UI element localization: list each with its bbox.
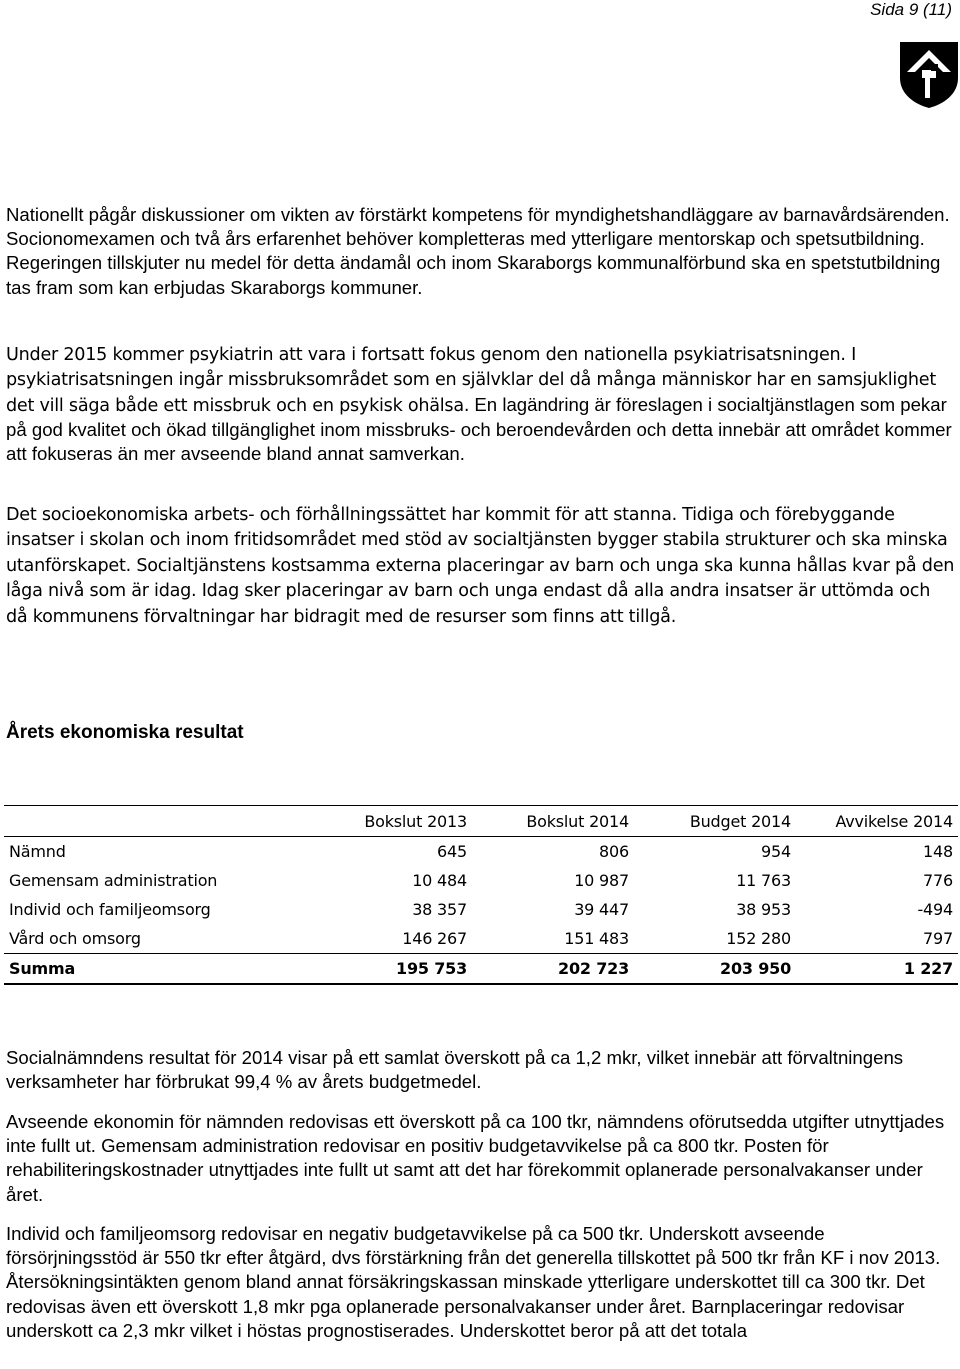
row-label: Individ och familjeomsorg [9, 900, 211, 919]
table-cell: 776 [923, 871, 953, 890]
row-label: Vård och omsorg [9, 929, 141, 948]
column-header: Budget 2014 [634, 806, 796, 837]
column-header: Avvikelse 2014 [796, 806, 958, 837]
column-header [4, 806, 310, 837]
socioekonomi-text-part2: Tidiga och förebyggande insatser i skolan och inom fritidsområdet med stöd av socialtjänsten bygger stabila strukturer och ska minska utanförskapet. Socialtjänstens kostsamma externa placeringar av barn och unga ska kunna hållas kvar på den låga nivå som är idag. Idag sker placeringar av barn och unga endast då alla andra insatser är uttömda och då kommunens förvaltningar har bidragit med de resurser som finns att tillgå. [6, 505, 955, 627]
column-header: Bokslut 2013 [310, 806, 472, 837]
table-row [4, 895, 958, 924]
column-header: Bokslut 2014 [472, 806, 634, 837]
economic-results-table [4, 805, 958, 985]
individ-familj-paragraph: Individ och familjeomsorg redovisar en negativ budgetavvikelse på ca 500 tkr. Underskott avseende försörjningsstöd är 550 tkr efter åtgärd, dvs förstärkning från det generella tillskottet på 500 tkr från KF i nov 2013. Återsökningsintäkten genom bland annat försäkringskassan minskade ytterligare underskottet till ca 300 tkr. Det redovisas även ett överskott 1,8 mkr pga oplanerade personalvakanser under året. Barnplaceringar redovisar underskott ca 2,3 mkr vilket i höstas prognostiserades. Underskottet beror på att det totala [6, 1223, 941, 1341]
total-cell: 195 753 [310, 954, 472, 985]
total-label: Summa [4, 954, 310, 985]
table-cell: 11 763 [736, 871, 791, 890]
row-label: Gemensam administration [9, 871, 218, 890]
table-cell: 38 953 [736, 900, 791, 919]
table-cell: 152 280 [726, 929, 791, 948]
page-number: Sida 9 (11) [870, 0, 952, 19]
table-cell: -494 [917, 900, 953, 919]
table-cell: 10 484 [412, 871, 467, 890]
psykiatri-text-part1: Under 2015 kommer psykiatrin att vara i fortsatt fokus genom den nationella psykiatrisatsningen. I psykiatrisatsningen ingår missbruksområdet som en självklar del då många människor har en samsjuklighet det vill säga både ett missbruk och en psykisk ohälsa. [6, 345, 937, 416]
table-cell: 146 267 [402, 929, 467, 948]
socioekonomi-paragraph [6, 502, 956, 629]
psykiatri-paragraph [6, 342, 956, 467]
table-cell: 10 987 [574, 871, 629, 890]
socioekonomi-text-part1: Det socioekonomiska arbets- och förhållningssättet har kommit för att stanna. [6, 505, 677, 525]
table-cell: 645 [437, 842, 467, 861]
total-cell: 1 227 [796, 954, 958, 985]
table-cell: 954 [761, 842, 791, 861]
total-cell: 203 950 [634, 954, 796, 985]
intro-paragraph: Nationellt pågår diskussioner om vikten av förstärkt kompetens för myndighetshandläggare av barnavårdsärenden. Socionomexamen och två års erfarenhet behöver kompletteras med ytterligare mentorskap och spetsutbildning. Regeringen tillskjuter nu medel för detta ändamål och inom Skaraborgs kommunalförbund ska en spetstutbildning tas fram som kan erbjudas Skaraborgs kommuner. [6, 204, 950, 298]
table-cell: 806 [599, 842, 629, 861]
municipality-logo [898, 38, 960, 108]
table-cell: 148 [923, 842, 953, 861]
table-cell: 39 447 [574, 900, 629, 919]
namnd-admin-paragraph: Avseende ekonomin för nämnden redovisas ett överskott på ca 100 tkr, nämndens oförutsedda utgifter utnyttjades inte fullt ut. Gemensam administration redovisar en positiv budgetavvikelse på ca 800 tkr. Posten för rehabiliteringskostnader utnyttjades inte fullt ut samt att det har förekommit oplanerade personalvakanser under året. [6, 1111, 945, 1205]
table-cell: 797 [923, 929, 953, 948]
result-summary-paragraph: Socialnämndens resultat för 2014 visar på ett samlat överskott på ca 1,2 mkr, vilket innebär att förvaltningens verksamheter har förbrukat 99,4 % av årets budgetmedel. [6, 1047, 904, 1093]
section-heading: Årets ekonomiska resultat [6, 722, 244, 743]
table-row [4, 837, 958, 867]
table-row [4, 924, 958, 954]
table-cell: 151 483 [564, 929, 629, 948]
table-cell: 38 357 [412, 900, 467, 919]
psykiatri-text-part2: En lagändring är föreslagen i socialtjänstlagen som pekar på god kvalitet och ökad tillgänglighet inom missbruks- och beroendevården och detta innebär att området kommer att fokuseras än mer avseende bland annat samverkan. [6, 393, 952, 465]
table-row [4, 866, 958, 895]
table-header-row [4, 806, 958, 837]
total-cell: 202 723 [472, 954, 634, 985]
row-label: Nämnd [9, 842, 66, 861]
table-total-row [4, 954, 958, 985]
